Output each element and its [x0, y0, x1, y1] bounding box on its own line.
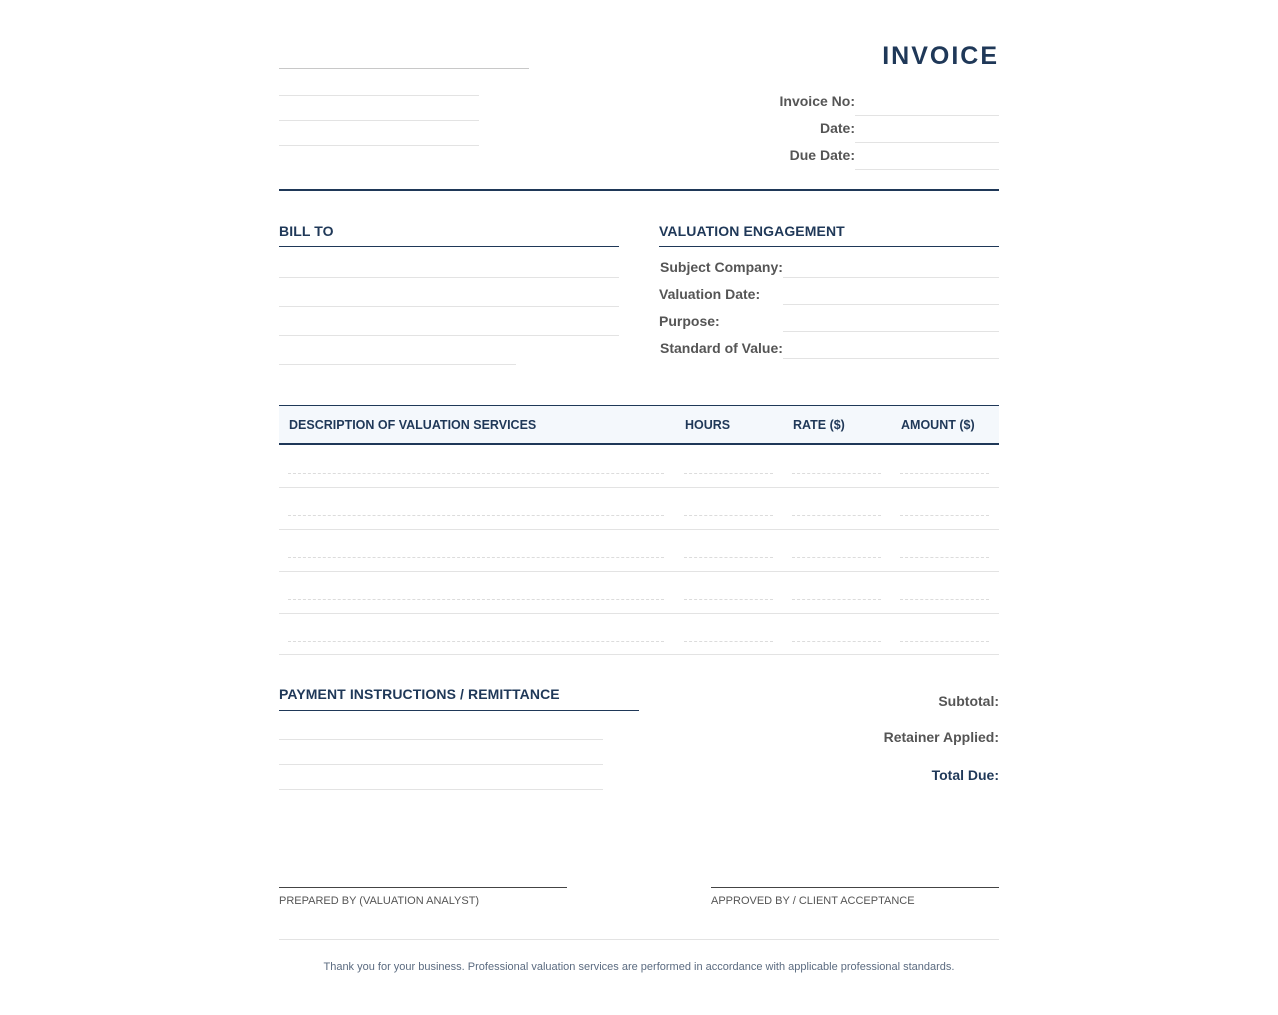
description-cell[interactable] — [288, 599, 664, 600]
amount-cell[interactable] — [900, 473, 989, 474]
standard-of-value-label: Standard of Value: — [660, 340, 783, 356]
invoice-no-field[interactable] — [855, 115, 999, 116]
services-table — [279, 405, 999, 655]
company-address-line-3[interactable] — [279, 145, 479, 146]
subject-company-label: Subject Company: — [660, 259, 783, 275]
invoice-title: INVOICE — [882, 42, 999, 70]
payment-line-1[interactable] — [279, 739, 603, 740]
company-address-line-2[interactable] — [279, 120, 479, 121]
table-row — [279, 613, 999, 655]
description-cell[interactable] — [288, 515, 664, 516]
purpose-field[interactable] — [783, 331, 999, 332]
engagement-underline — [659, 246, 999, 247]
description-cell[interactable] — [288, 641, 664, 642]
engagement-title: VALUATION ENGAGEMENT — [659, 223, 845, 239]
purpose-label: Purpose: — [659, 313, 720, 329]
due-date-field[interactable] — [855, 169, 999, 170]
footer-note: Thank you for your business. Professional valuation services are performed in accordance with applicable professional standards. — [323, 961, 955, 973]
payment-line-2[interactable] — [279, 764, 603, 765]
bill-to-line-2[interactable] — [279, 306, 619, 307]
header-divider — [279, 189, 999, 191]
subject-company-field[interactable] — [783, 277, 999, 278]
bill-to-title: BILL TO — [279, 223, 334, 239]
hours-cell[interactable] — [684, 599, 773, 600]
hours-cell[interactable] — [684, 557, 773, 558]
table-row — [279, 529, 999, 572]
table-row — [279, 487, 999, 530]
hours-cell[interactable] — [684, 641, 773, 642]
due-date-label: Due Date: — [789, 147, 855, 163]
valuation-date-field[interactable] — [783, 304, 999, 305]
company-name-line[interactable] — [279, 68, 529, 69]
column-header-description: DESCRIPTION OF VALUATION SERVICES — [289, 418, 537, 432]
valuation-date-label: Valuation Date: — [659, 286, 761, 302]
payment-title: PAYMENT INSTRUCTIONS / REMITTANCE — [279, 686, 560, 702]
payment-underline — [279, 710, 639, 711]
description-cell[interactable] — [288, 473, 664, 474]
table-row — [279, 445, 999, 488]
amount-cell[interactable] — [900, 557, 989, 558]
bill-to-line-3[interactable] — [279, 335, 619, 336]
approved-by-label: APPROVED BY / CLIENT ACCEPTANCE — [711, 895, 915, 907]
payment-line-3[interactable] — [279, 789, 603, 790]
rate-cell[interactable] — [792, 473, 881, 474]
prepared-by-signature-line[interactable] — [279, 887, 567, 888]
hours-cell[interactable] — [684, 515, 773, 516]
footer-divider — [279, 939, 999, 940]
column-header-rate: RATE ($) — [793, 418, 845, 432]
bill-to-underline — [279, 246, 619, 247]
prepared-by-label: PREPARED BY (VALUATION ANALYST) — [279, 895, 480, 907]
table-row — [279, 571, 999, 614]
rate-cell[interactable] — [792, 599, 881, 600]
retainer-applied-label: Retainer Applied: — [883, 729, 999, 745]
total-due-label: Total Due: — [931, 767, 999, 783]
invoice-no-label: Invoice No: — [779, 93, 855, 109]
column-header-hours: HOURS — [685, 418, 731, 432]
hours-cell[interactable] — [684, 473, 773, 474]
company-address-line-1[interactable] — [279, 95, 479, 96]
description-cell[interactable] — [288, 557, 664, 558]
bill-to-line-1[interactable] — [279, 277, 619, 278]
date-field[interactable] — [855, 142, 999, 143]
column-header-amount: AMOUNT ($) — [901, 418, 975, 432]
rate-cell[interactable] — [792, 515, 881, 516]
bill-to-line-4[interactable] — [279, 364, 516, 365]
subtotal-label: Subtotal: — [938, 693, 999, 709]
date-label: Date: — [819, 120, 855, 136]
rate-cell[interactable] — [792, 641, 881, 642]
amount-cell[interactable] — [900, 641, 989, 642]
rate-cell[interactable] — [792, 557, 881, 558]
approved-by-signature-line[interactable] — [711, 887, 999, 888]
standard-of-value-field[interactable] — [783, 358, 999, 359]
table-header — [279, 405, 999, 445]
amount-cell[interactable] — [900, 599, 989, 600]
amount-cell[interactable] — [900, 515, 989, 516]
